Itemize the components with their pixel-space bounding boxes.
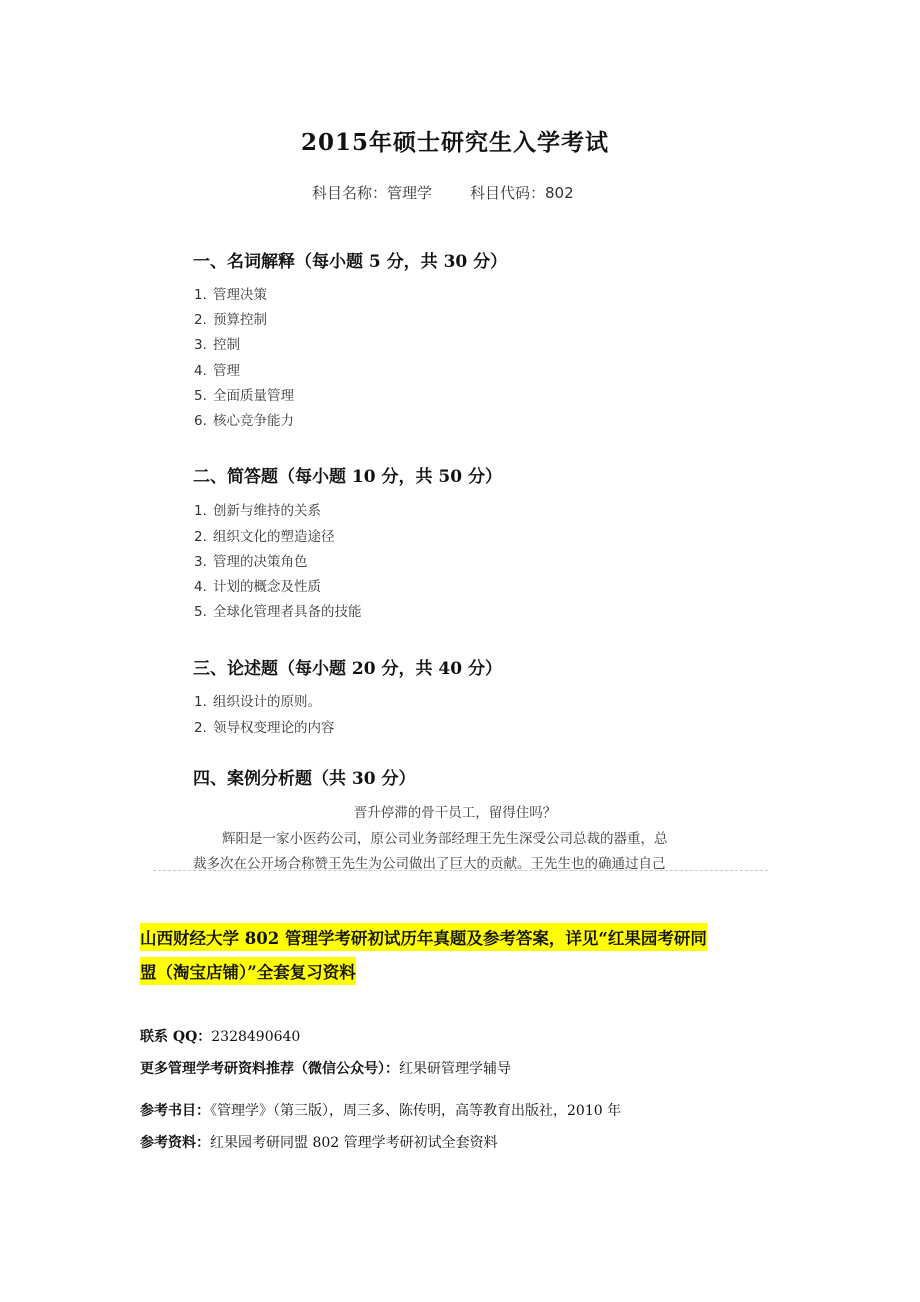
question-item: 5. 全面质量管理 xyxy=(194,388,294,404)
question-item: 1. 组织设计的原则。 xyxy=(194,694,321,710)
subject-line xyxy=(312,182,574,203)
subject-code: 科目代码：802 xyxy=(470,184,574,202)
material-value: 红果园考研同盟 802 管理学考研初试全套资料 xyxy=(210,1135,498,1151)
case-title: 晋升停滞的骨干员工，留得住吗？ xyxy=(353,805,557,821)
wechat-value: 红果研管理学辅导 xyxy=(399,1061,511,1077)
case-paragraph-line: 裁多次在公开场合称赞王先生为公司做出了巨大的贡献。王先生也的确通过自己 xyxy=(193,856,666,872)
question-item: 3. 控制 xyxy=(194,337,240,353)
wechat-label: 更多管理学考研资料推荐（微信公众号）： xyxy=(140,1061,399,1077)
promo-highlight-line: 盟（淘宝店铺）”全套复习资料 xyxy=(140,957,356,985)
qq-value: 2328490640 xyxy=(211,1029,301,1045)
question-item: 4. 管理 xyxy=(194,363,240,379)
question-item: 1. 创新与维持的关系 xyxy=(194,503,321,519)
question-item: 2. 领导权变理论的内容 xyxy=(194,720,335,736)
section-heading: 二、简答题（每小题 10 分，共 50 分） xyxy=(193,467,502,487)
section-heading: 一、名词解释（每小题 5 分，共 30 分） xyxy=(193,252,508,272)
book-label: 参考书目： xyxy=(140,1103,210,1119)
qq-label: 联系 QQ： xyxy=(140,1029,212,1045)
contact-wechat xyxy=(140,1058,511,1078)
promo-highlight-line: 山西财经大学 802 管理学考研初试历年真题及参考答案，详见“红果园考研同 xyxy=(140,923,707,951)
exam-title: 2015年硕士研究生入学考试 xyxy=(300,129,609,156)
reference-material xyxy=(140,1132,498,1152)
material-label: 参考资料： xyxy=(140,1135,210,1151)
reference-book xyxy=(140,1100,621,1120)
book-value: 《管理学》（第三版），周三多、陈传明，高等教育出版社，2010 年 xyxy=(210,1103,622,1119)
case-paragraph-line: 辉阳是一家小医药公司，原公司业务部经理王先生深受公司总裁的器重，总 xyxy=(222,831,668,847)
question-item: 1. 管理决策 xyxy=(194,287,267,303)
question-item: 3. 管理的决策角色 xyxy=(194,554,308,570)
section-heading: 四、案例分析题（共 30 分） xyxy=(193,769,416,789)
contact-qq xyxy=(140,1026,300,1046)
subject-name: 科目名称：管理学 xyxy=(312,184,433,202)
image-crop-edge xyxy=(153,870,768,871)
question-item: 6. 核心竞争能力 xyxy=(194,413,294,429)
question-item: 5. 全球化管理者具备的技能 xyxy=(194,604,362,620)
question-item: 4. 计划的概念及性质 xyxy=(194,579,321,595)
section-heading: 三、论述题（每小题 20 分，共 40 分） xyxy=(193,659,502,679)
question-item: 2. 组织文化的塑造途径 xyxy=(194,529,335,545)
question-item: 2. 预算控制 xyxy=(194,312,267,328)
